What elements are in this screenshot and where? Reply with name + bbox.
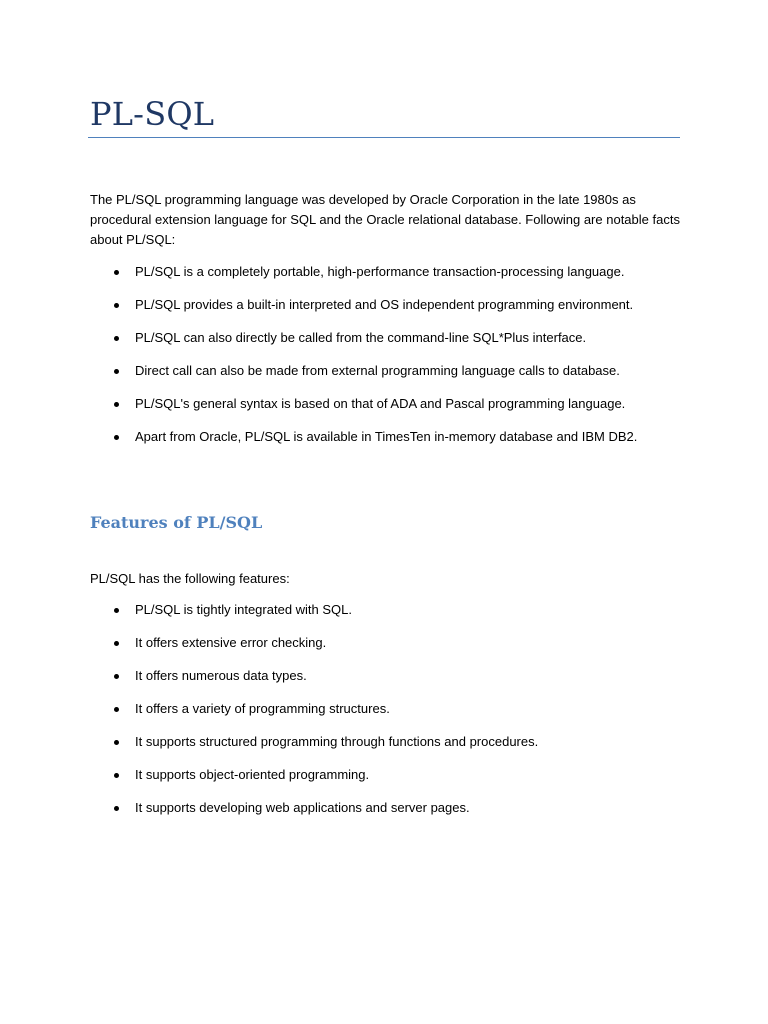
list-item-text: It offers a variety of programming structures. <box>135 701 390 716</box>
list-item-text: It supports developing web applications and server pages. <box>135 800 470 815</box>
bullet-icon <box>114 608 119 613</box>
list-item <box>90 329 680 362</box>
list-item-text: PL/SQL provides a built-in interpreted and OS independent programming environment. <box>135 297 634 312</box>
list-item-text: Direct call can also be made from external programming language calls to database. <box>135 363 620 378</box>
list-item-text: PL/SQL can also directly be called from the command-line SQL*Plus interface. <box>135 330 587 345</box>
features-heading: Features of PL/SQL <box>90 513 263 532</box>
list-item-text: It offers numerous data types. <box>135 668 307 683</box>
bullet-icon <box>114 707 119 712</box>
list-item-text: It offers extensive error checking. <box>135 635 327 650</box>
bullet-icon <box>114 336 119 341</box>
facts-list <box>90 263 680 461</box>
list-item <box>90 766 680 799</box>
list-item-text: PL/SQL's general syntax is based on that of ADA and Pascal programming language. <box>135 396 626 411</box>
list-item <box>90 362 680 395</box>
bullet-icon <box>114 674 119 679</box>
list-item <box>90 799 680 832</box>
bullet-icon <box>114 740 119 745</box>
bullet-icon <box>114 369 119 374</box>
page-title: PL-SQL <box>90 95 215 133</box>
bullet-icon <box>114 402 119 407</box>
list-item-text: It supports structured programming through functions and procedures. <box>135 734 539 749</box>
list-item <box>90 700 680 733</box>
list-item-text: Apart from Oracle, PL/SQL is available in TimesTen in-memory database and IBM DB2. <box>135 429 638 444</box>
bullet-icon <box>114 641 119 646</box>
intro-paragraph: The PL/SQL programming language was developed by Oracle Corporation in the late 1980s as procedural extension language for SQL and the Oracle relational database. Following are notable facts about PL/SQL: <box>90 192 680 247</box>
title-underline <box>88 137 680 138</box>
bullet-icon <box>114 806 119 811</box>
bullet-icon <box>114 435 119 440</box>
list-item <box>90 296 680 329</box>
bullet-icon <box>114 303 119 308</box>
list-item <box>90 634 680 667</box>
list-item <box>90 733 680 766</box>
features-intro: PL/SQL has the following features: <box>90 571 290 586</box>
list-item-text: It supports object-oriented programming. <box>135 767 370 782</box>
list-item <box>90 395 680 428</box>
list-item <box>90 601 680 634</box>
list-item <box>90 667 680 700</box>
bullet-icon <box>114 773 119 778</box>
list-item <box>90 428 680 461</box>
list-item-text: PL/SQL is a completely portable, high-performance transaction-processing language. <box>135 264 625 279</box>
list-item-text: PL/SQL is tightly integrated with SQL. <box>135 602 353 617</box>
bullet-icon <box>114 270 119 275</box>
features-list <box>90 601 680 832</box>
list-item <box>90 263 680 296</box>
